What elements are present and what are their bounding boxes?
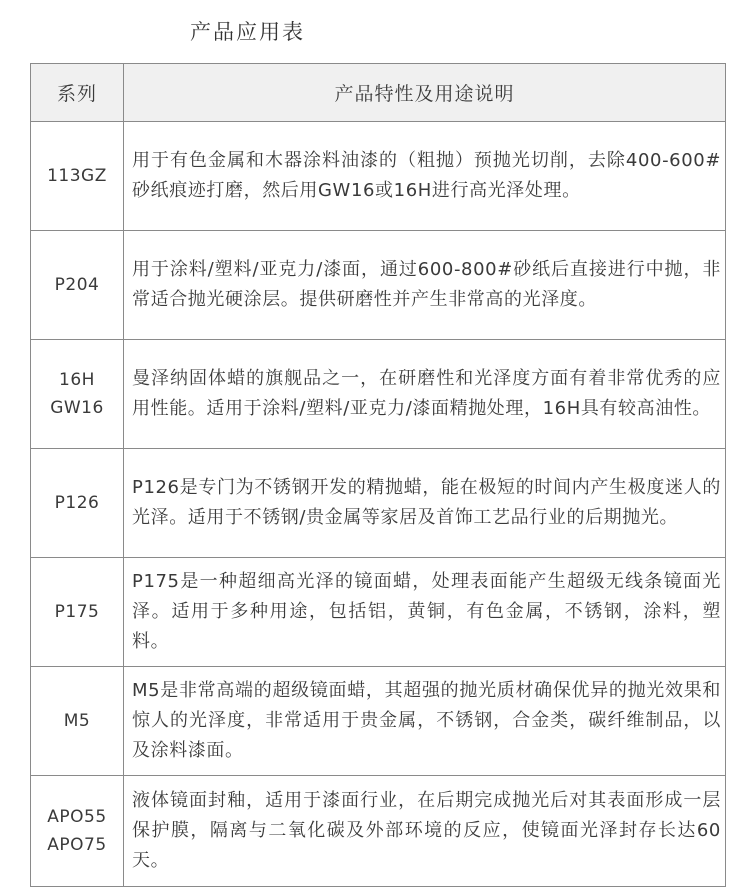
series-code: P175 (54, 602, 100, 622)
series-code: 16H (59, 370, 95, 390)
description-cell: 液体镜面封釉，适用于漆面行业，在后期完成抛光后对其表面形成一层保护膜，隔离与二氧化碳及外部环境的反应，使镜面光泽封存长达60天。 (124, 776, 726, 887)
series-code: 113GZ (47, 166, 107, 186)
table-row (31, 122, 726, 231)
series-code: APO55 (47, 807, 107, 827)
product-application-table (30, 63, 726, 887)
series-code: APO75 (47, 835, 107, 855)
description-cell: M5是非常高端的超级镜面蜡，其超强的抛光质材确保优异的抛光效果和惊人的光泽度，非常适用于贵金属，不锈钢，合金类，碳纤维制品，以及涂料漆面。 (124, 667, 726, 776)
series-cell (31, 449, 124, 558)
series-cell (31, 122, 124, 231)
series-code: M5 (63, 711, 91, 731)
description-cell: 用于涂料/塑料/亚克力/漆面，通过600-800#砂纸后直接进行中抛，非常适合抛光硬涂层。提供研磨性并产生非常高的光泽度。 (124, 231, 726, 340)
column-header-series: 系列 (31, 64, 124, 122)
series-code: P204 (54, 275, 100, 295)
table-row (31, 449, 726, 558)
series-code: P126 (54, 493, 100, 513)
description-cell: 用于有色金属和木器涂料油漆的（粗抛）预抛光切削，去除400-600#砂纸痕迹打磨，然后用GW16或16H进行高光泽处理。 (124, 122, 726, 231)
page-title: 产品应用表 (190, 20, 305, 44)
table-row (31, 776, 726, 887)
series-cell (31, 776, 124, 887)
column-header-description: 产品特性及用途说明 (124, 64, 726, 122)
table-row (31, 340, 726, 449)
series-code: GW16 (50, 398, 104, 418)
table-row (31, 667, 726, 776)
series-cell (31, 558, 124, 667)
table-row (31, 558, 726, 667)
description-cell: P126是专门为不锈钢开发的精抛蜡，能在极短的时间内产生极度迷人的光泽。适用于不锈钢/贵金属等家居及首饰工艺品行业的后期抛光。 (124, 449, 726, 558)
description-cell: P175是一种超细高光泽的镜面蜡，处理表面能产生超级无线条镜面光泽。适用于多种用途，包括铝，黄铜，有色金属，不锈钢，涂料，塑料。 (124, 558, 726, 667)
series-cell (31, 667, 124, 776)
table-row (31, 231, 726, 340)
table-header-row (31, 64, 726, 122)
series-cell (31, 231, 124, 340)
description-cell: 曼泽纳固体蜡的旗舰品之一，在研磨性和光泽度方面有着非常优秀的应用性能。适用于涂料/塑料/亚克力/漆面精抛处理，16H具有较高油性。 (124, 340, 726, 449)
series-cell (31, 340, 124, 449)
